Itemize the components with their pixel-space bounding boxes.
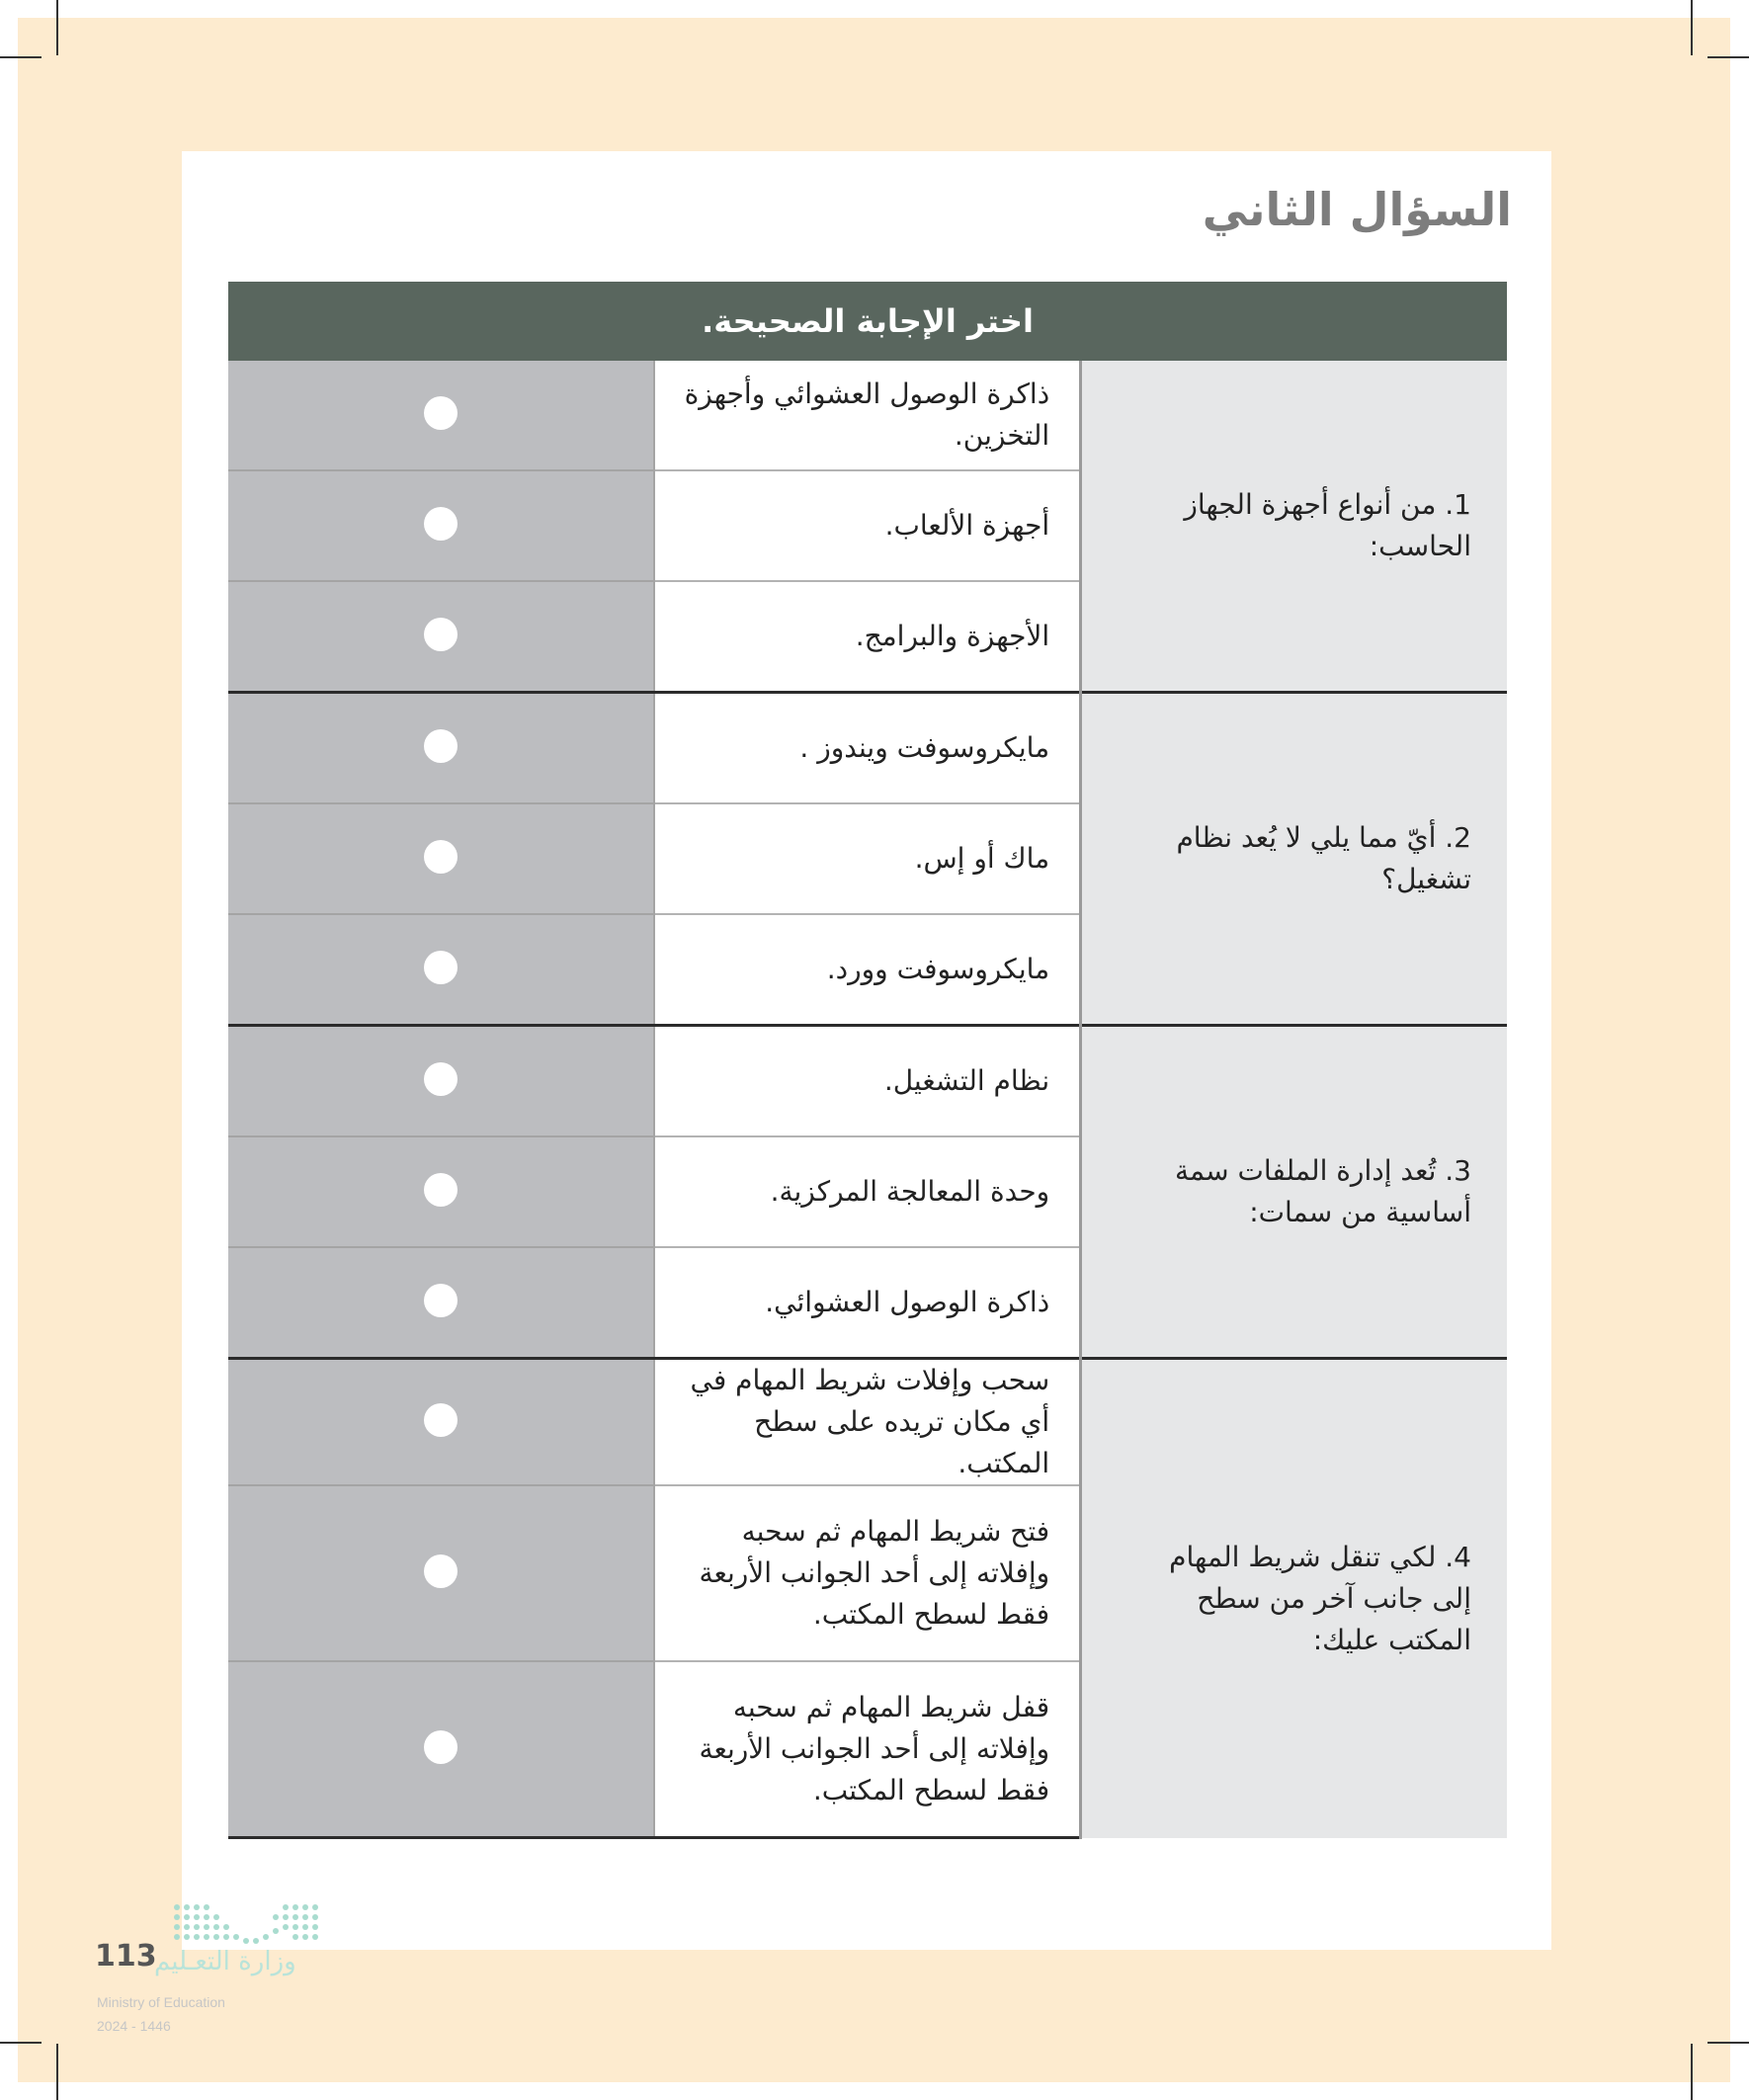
option-text: مايكروسوفت وورد.: [654, 914, 1080, 1026]
radio-circle-icon[interactable]: [424, 840, 458, 874]
crop-mark: [1691, 2044, 1693, 2100]
answer-radio[interactable]: [228, 1485, 654, 1661]
option-text: فتح شريط المهام ثم سحبه وإفلاته إلى أحد الجوانب الأربعة فقط لسطح المكتب.: [654, 1485, 1080, 1661]
option-text: سحب وإفلات شريط المهام في أي مكان تريده على سطح المكتب.: [654, 1359, 1080, 1486]
crop-mark: [1707, 2042, 1749, 2044]
answer-radio[interactable]: [228, 1136, 654, 1247]
radio-circle-icon[interactable]: [424, 507, 458, 541]
answer-radio[interactable]: [228, 693, 654, 804]
question-table: [228, 282, 1507, 1839]
answer-radio[interactable]: [228, 1359, 654, 1486]
ministry-name-english: Ministry of Education: [97, 1994, 225, 2010]
option-text: وحدة المعالجة المركزية.: [654, 1136, 1080, 1247]
option-text: نظام التشغيل.: [654, 1026, 1080, 1137]
table-row: [228, 1359, 1507, 1486]
edition-year: 2024 - 1446: [97, 2018, 171, 2034]
table-row: [228, 361, 1507, 470]
answer-radio[interactable]: [228, 581, 654, 693]
question-2-text: 2. أيّ مما يلي لا يُعد نظام تشغيل؟: [1081, 693, 1507, 1026]
crop-mark: [1707, 56, 1749, 58]
crop-mark: [0, 56, 42, 58]
table-row: [228, 693, 1507, 804]
radio-circle-icon[interactable]: [424, 1730, 458, 1764]
answer-radio[interactable]: [228, 1026, 654, 1137]
radio-circle-icon[interactable]: [424, 1403, 458, 1437]
crop-mark: [0, 2042, 42, 2044]
page-number: 113: [95, 1939, 157, 1974]
answer-radio[interactable]: [228, 803, 654, 914]
page-title: السؤال الثاني: [1202, 183, 1512, 236]
option-text: الأجهزة والبرامج.: [654, 581, 1080, 693]
option-text: ذاكرة الوصول العشوائي.: [654, 1247, 1080, 1359]
crop-mark: [56, 0, 58, 55]
question-1-text: 1. من أنواع أجهزة الجهاز الحاسب:: [1081, 361, 1507, 693]
option-text: أجهزة الألعاب.: [654, 470, 1080, 581]
table-row: [228, 1026, 1507, 1137]
radio-circle-icon[interactable]: [424, 396, 458, 430]
option-text: ذاكرة الوصول العشوائي وأجهزة التخزين.: [654, 361, 1080, 470]
answer-radio[interactable]: [228, 1247, 654, 1359]
option-text: قفل شريط المهام ثم سحبه وإفلاته إلى أحد الجوانب الأربعة فقط لسطح المكتب.: [654, 1661, 1080, 1838]
option-text: ماك أو إس.: [654, 803, 1080, 914]
answer-radio[interactable]: [228, 361, 654, 470]
option-text: مايكروسوفت ويندوز .: [654, 693, 1080, 804]
ministry-logo-icon: [173, 1901, 323, 1949]
radio-circle-icon[interactable]: [424, 1284, 458, 1317]
ministry-name-arabic: وزارة التعـليم: [154, 1947, 296, 1976]
answer-radio[interactable]: [228, 1661, 654, 1838]
question-4-text: 4. لكي تنقل شريط المهام إلى جانب آخر من سطح المكتب عليك:: [1081, 1359, 1507, 1838]
crop-mark: [1691, 0, 1693, 55]
radio-circle-icon[interactable]: [424, 1554, 458, 1588]
crop-mark: [56, 2044, 58, 2100]
question-3-text: 3. تُعد إدارة الملفات سمة أساسية من سمات:: [1081, 1026, 1507, 1359]
radio-circle-icon[interactable]: [424, 729, 458, 763]
radio-circle-icon[interactable]: [424, 1062, 458, 1096]
radio-circle-icon[interactable]: [424, 1173, 458, 1207]
instruction-header: اختر الإجابة الصحيحة.: [228, 282, 1507, 361]
answer-radio[interactable]: [228, 914, 654, 1026]
worksheet-page: [182, 151, 1551, 1950]
radio-circle-icon[interactable]: [424, 618, 458, 651]
answer-radio[interactable]: [228, 470, 654, 581]
radio-circle-icon[interactable]: [424, 951, 458, 984]
